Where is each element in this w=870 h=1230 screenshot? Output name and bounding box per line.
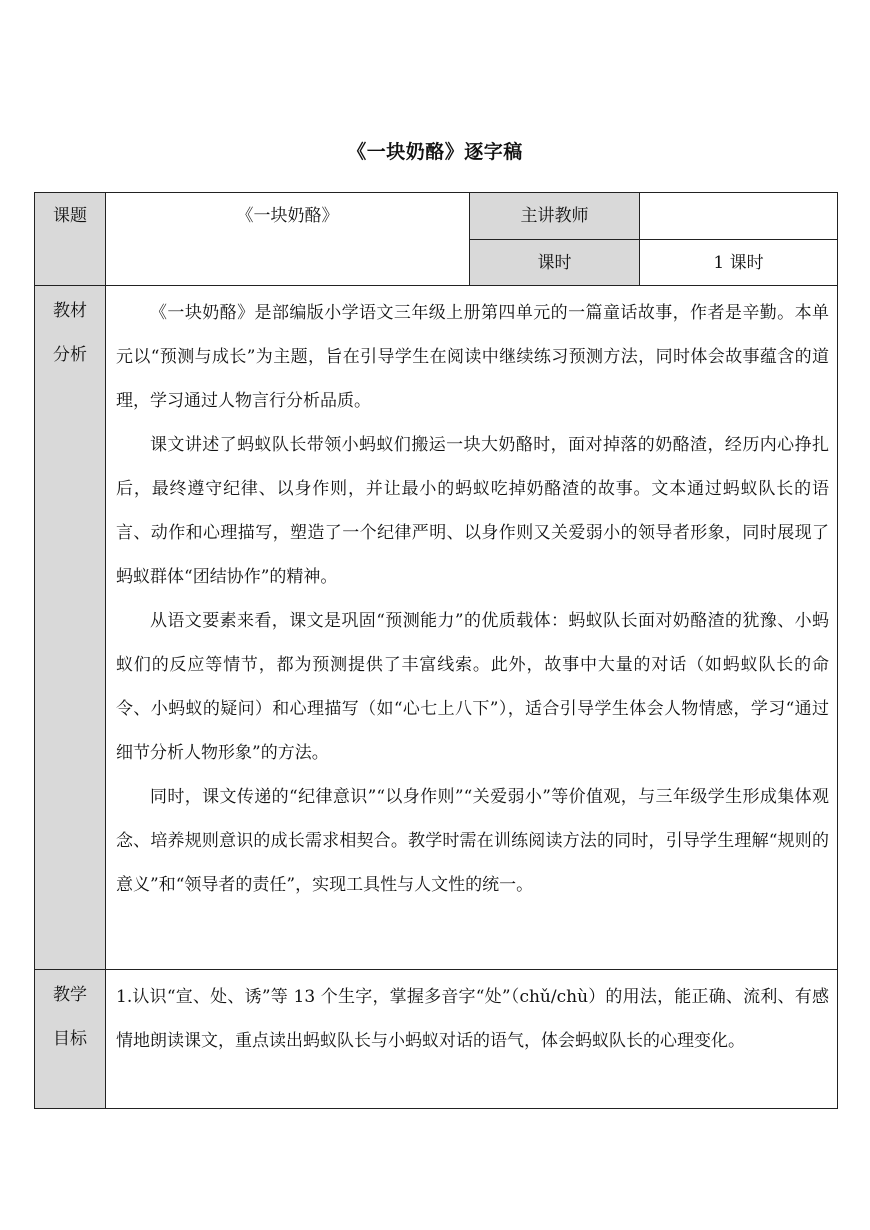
- objective-item: 1.认识“宣、处、诱”等 13 个生字，掌握多音字“处”（chǔ/chù）的用法，能正确、流利、有感情地朗读课文，重点读出蚂蚁队长与小蚂蚁对话的语气，体会蚂蚁队长的心理变化。: [116, 987, 829, 1051]
- document-title: 《一块奶酪》逐字稿: [347, 141, 523, 163]
- analysis-paragraph: 从语文要素来看，课文是巩固“预测能力”的优质载体：蚂蚁队长面对奶酪渣的犹豫、小蚂蚁们的反应等情节，都为预测提供了丰富线索。此外，故事中大量的对话（如蚂蚁队长的命令、小蚂蚁的疑问）和心理描写（如“心七上八下”），适合引导学生体会人物情感，学习“通过细节分析人物形象”的方法。: [116, 611, 829, 763]
- analysis-paragraph: 《一块奶酪》是部编版小学语文三年级上册第四单元的一篇童话故事，作者是辛勤。本单元以“预测与成长”为主题，旨在引导学生在阅读中继续练习预测方法，同时体会故事蕴含的道理，学习通过人物言行分析品质。: [116, 303, 829, 411]
- analysis-paragraph: 课文讲述了蚂蚁队长带领小蚂蚁们搬运一块大奶酪时，面对掉落的奶酪渣，经历内心挣扎后，最终遵守纪律、以身作则，并让最小的蚂蚁吃掉奶酪渣的故事。文本通过蚂蚁队长的语言、动作和心理描写，塑造了一个纪律严明、以身作则又关爱弱小的领导者形象，同时展现了蚂蚁群体“团结协作”的精神。: [116, 435, 829, 587]
- table-row-topic: [35, 193, 838, 240]
- topic-value-cell: [106, 193, 470, 286]
- analysis-label-cell: [35, 286, 106, 970]
- table-row-analysis: [35, 286, 838, 970]
- topic-label: 课题: [53, 206, 87, 226]
- lesson-plan-table: [34, 192, 838, 1109]
- teacher-value-cell: [640, 193, 838, 240]
- analysis-label-line-1: 教材: [53, 301, 87, 321]
- objectives-label-line-1: 教学: [53, 985, 87, 1005]
- objectives-content-cell: [106, 970, 838, 1109]
- table-row-objectives: [35, 970, 838, 1109]
- topic-value: 《一块奶酪》: [236, 206, 339, 226]
- objectives-label-cell: [35, 970, 106, 1109]
- analysis-paragraph: 同时，课文传递的“纪律意识”“以身作则”“关爱弱小”等价值观，与三年级学生形成集体观念、培养规则意识的成长需求相契合。教学时需在训练阅读方法的同时，引导学生理解“规则的意义”和“领导者的责任”，实现工具性与人文性的统一。: [116, 787, 829, 895]
- teacher-label-cell: [470, 193, 640, 240]
- topic-label-cell: [35, 193, 106, 286]
- period-label-cell: [470, 240, 640, 286]
- analysis-content-cell: [106, 286, 838, 970]
- analysis-label-line-2: 分析: [53, 345, 87, 365]
- period-value: 1 课时: [713, 253, 764, 273]
- objectives-label-line-2: 目标: [53, 1029, 87, 1049]
- teacher-label: 主讲教师: [520, 206, 589, 226]
- period-label: 课时: [537, 253, 572, 273]
- period-value-cell: [640, 240, 838, 286]
